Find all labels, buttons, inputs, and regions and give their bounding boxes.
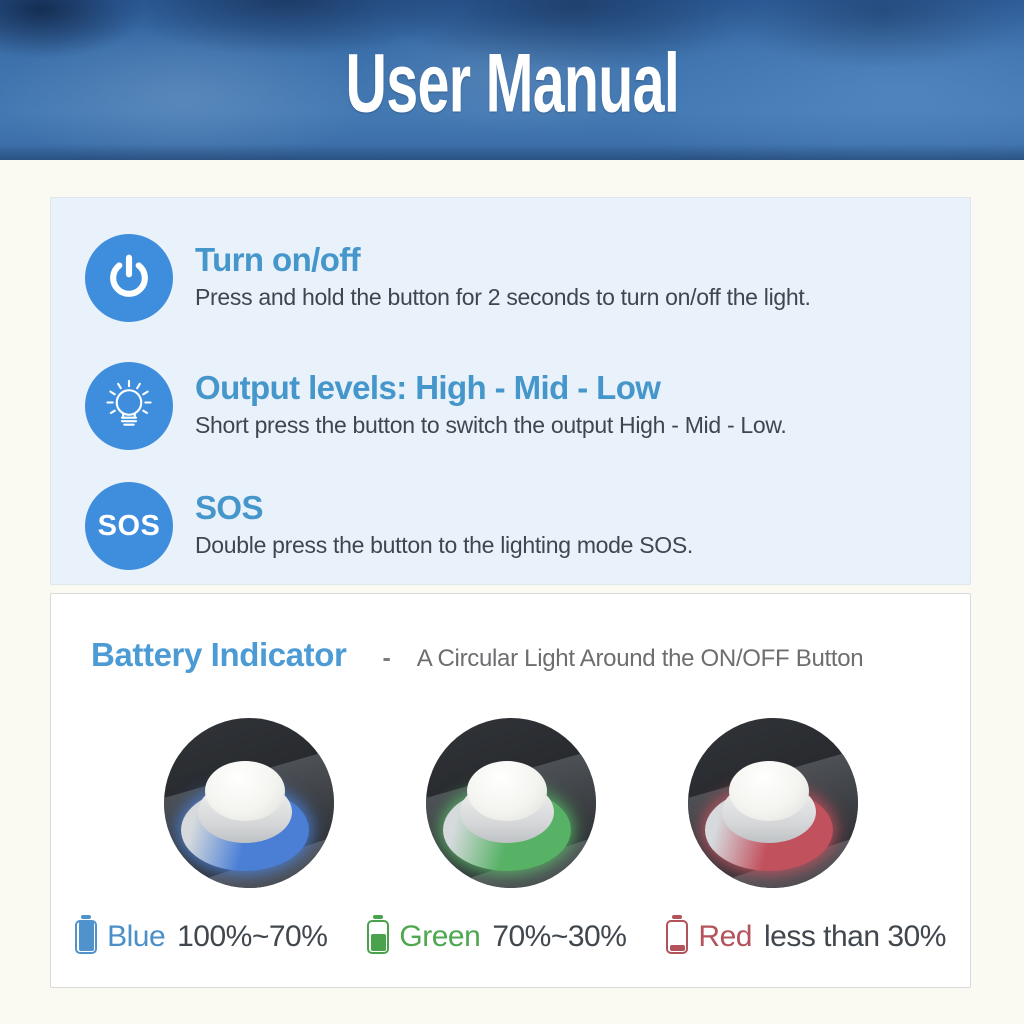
- battery-fill: [371, 934, 386, 951]
- instruction-item-output-levels: [85, 362, 950, 450]
- battery-icon-green: [367, 920, 389, 954]
- onoff-button-image: [705, 759, 833, 871]
- instructions-panel: [50, 197, 971, 585]
- button-photo-blue: [164, 718, 334, 888]
- instruction-title: Output levels: High - Mid - Low: [195, 369, 661, 406]
- button-dome: [467, 761, 547, 821]
- sos-icon-label: SOS: [97, 509, 161, 542]
- battery-fill: [79, 921, 94, 951]
- power-icon: [85, 234, 173, 322]
- page-title: User Manual: [345, 37, 679, 130]
- legend-color-name: Blue: [107, 920, 166, 953]
- onoff-button-image: [443, 759, 571, 871]
- battery-legend-row: [51, 920, 970, 954]
- button-photos-row: [51, 718, 970, 888]
- battery-indicator-subtitle: A Circular Light Around the ON/OFF Button: [416, 645, 864, 672]
- instruction-text: [195, 482, 693, 559]
- legend-red: [666, 920, 946, 954]
- button-photo-green: [426, 718, 596, 888]
- instruction-text: [195, 362, 787, 439]
- button-dome: [729, 761, 809, 821]
- legend-range: 70%~30%: [492, 920, 627, 953]
- legend-color-name: Red: [698, 920, 752, 953]
- button-dome: [205, 761, 285, 821]
- instruction-description: Press and hold the button for 2 seconds to turn on/off the light.: [195, 283, 811, 310]
- battery-fill: [670, 945, 685, 950]
- instruction-title: SOS: [195, 489, 263, 526]
- battery-icon-blue: [75, 920, 97, 954]
- battery-icon-red: [666, 920, 688, 954]
- separator-dash: -: [382, 644, 391, 672]
- instruction-description: Short press the button to switch the output High - Mid - Low.: [195, 411, 787, 438]
- legend-range: less than 30%: [763, 920, 946, 953]
- legend-blue: [75, 920, 327, 954]
- instruction-item-sos: [85, 482, 950, 570]
- legend-color-name: Green: [399, 920, 481, 953]
- instruction-description: Double press the button to the lighting mode SOS.: [195, 531, 694, 558]
- banner: [0, 0, 1024, 160]
- button-photo-red: [688, 718, 858, 888]
- instruction-item-power: [85, 234, 950, 322]
- sos-icon: [85, 482, 173, 570]
- battery-indicator-title: Battery Indicator: [91, 636, 347, 673]
- onoff-button-image: [181, 759, 309, 871]
- instruction-text: [195, 234, 811, 311]
- legend-green: [367, 920, 626, 954]
- bulb-icon: [85, 362, 173, 450]
- legend-range: 100%~70%: [177, 920, 328, 953]
- battery-indicator-header: [51, 636, 970, 674]
- battery-indicator-panel: [50, 593, 971, 988]
- instruction-title: Turn on/off: [195, 241, 361, 278]
